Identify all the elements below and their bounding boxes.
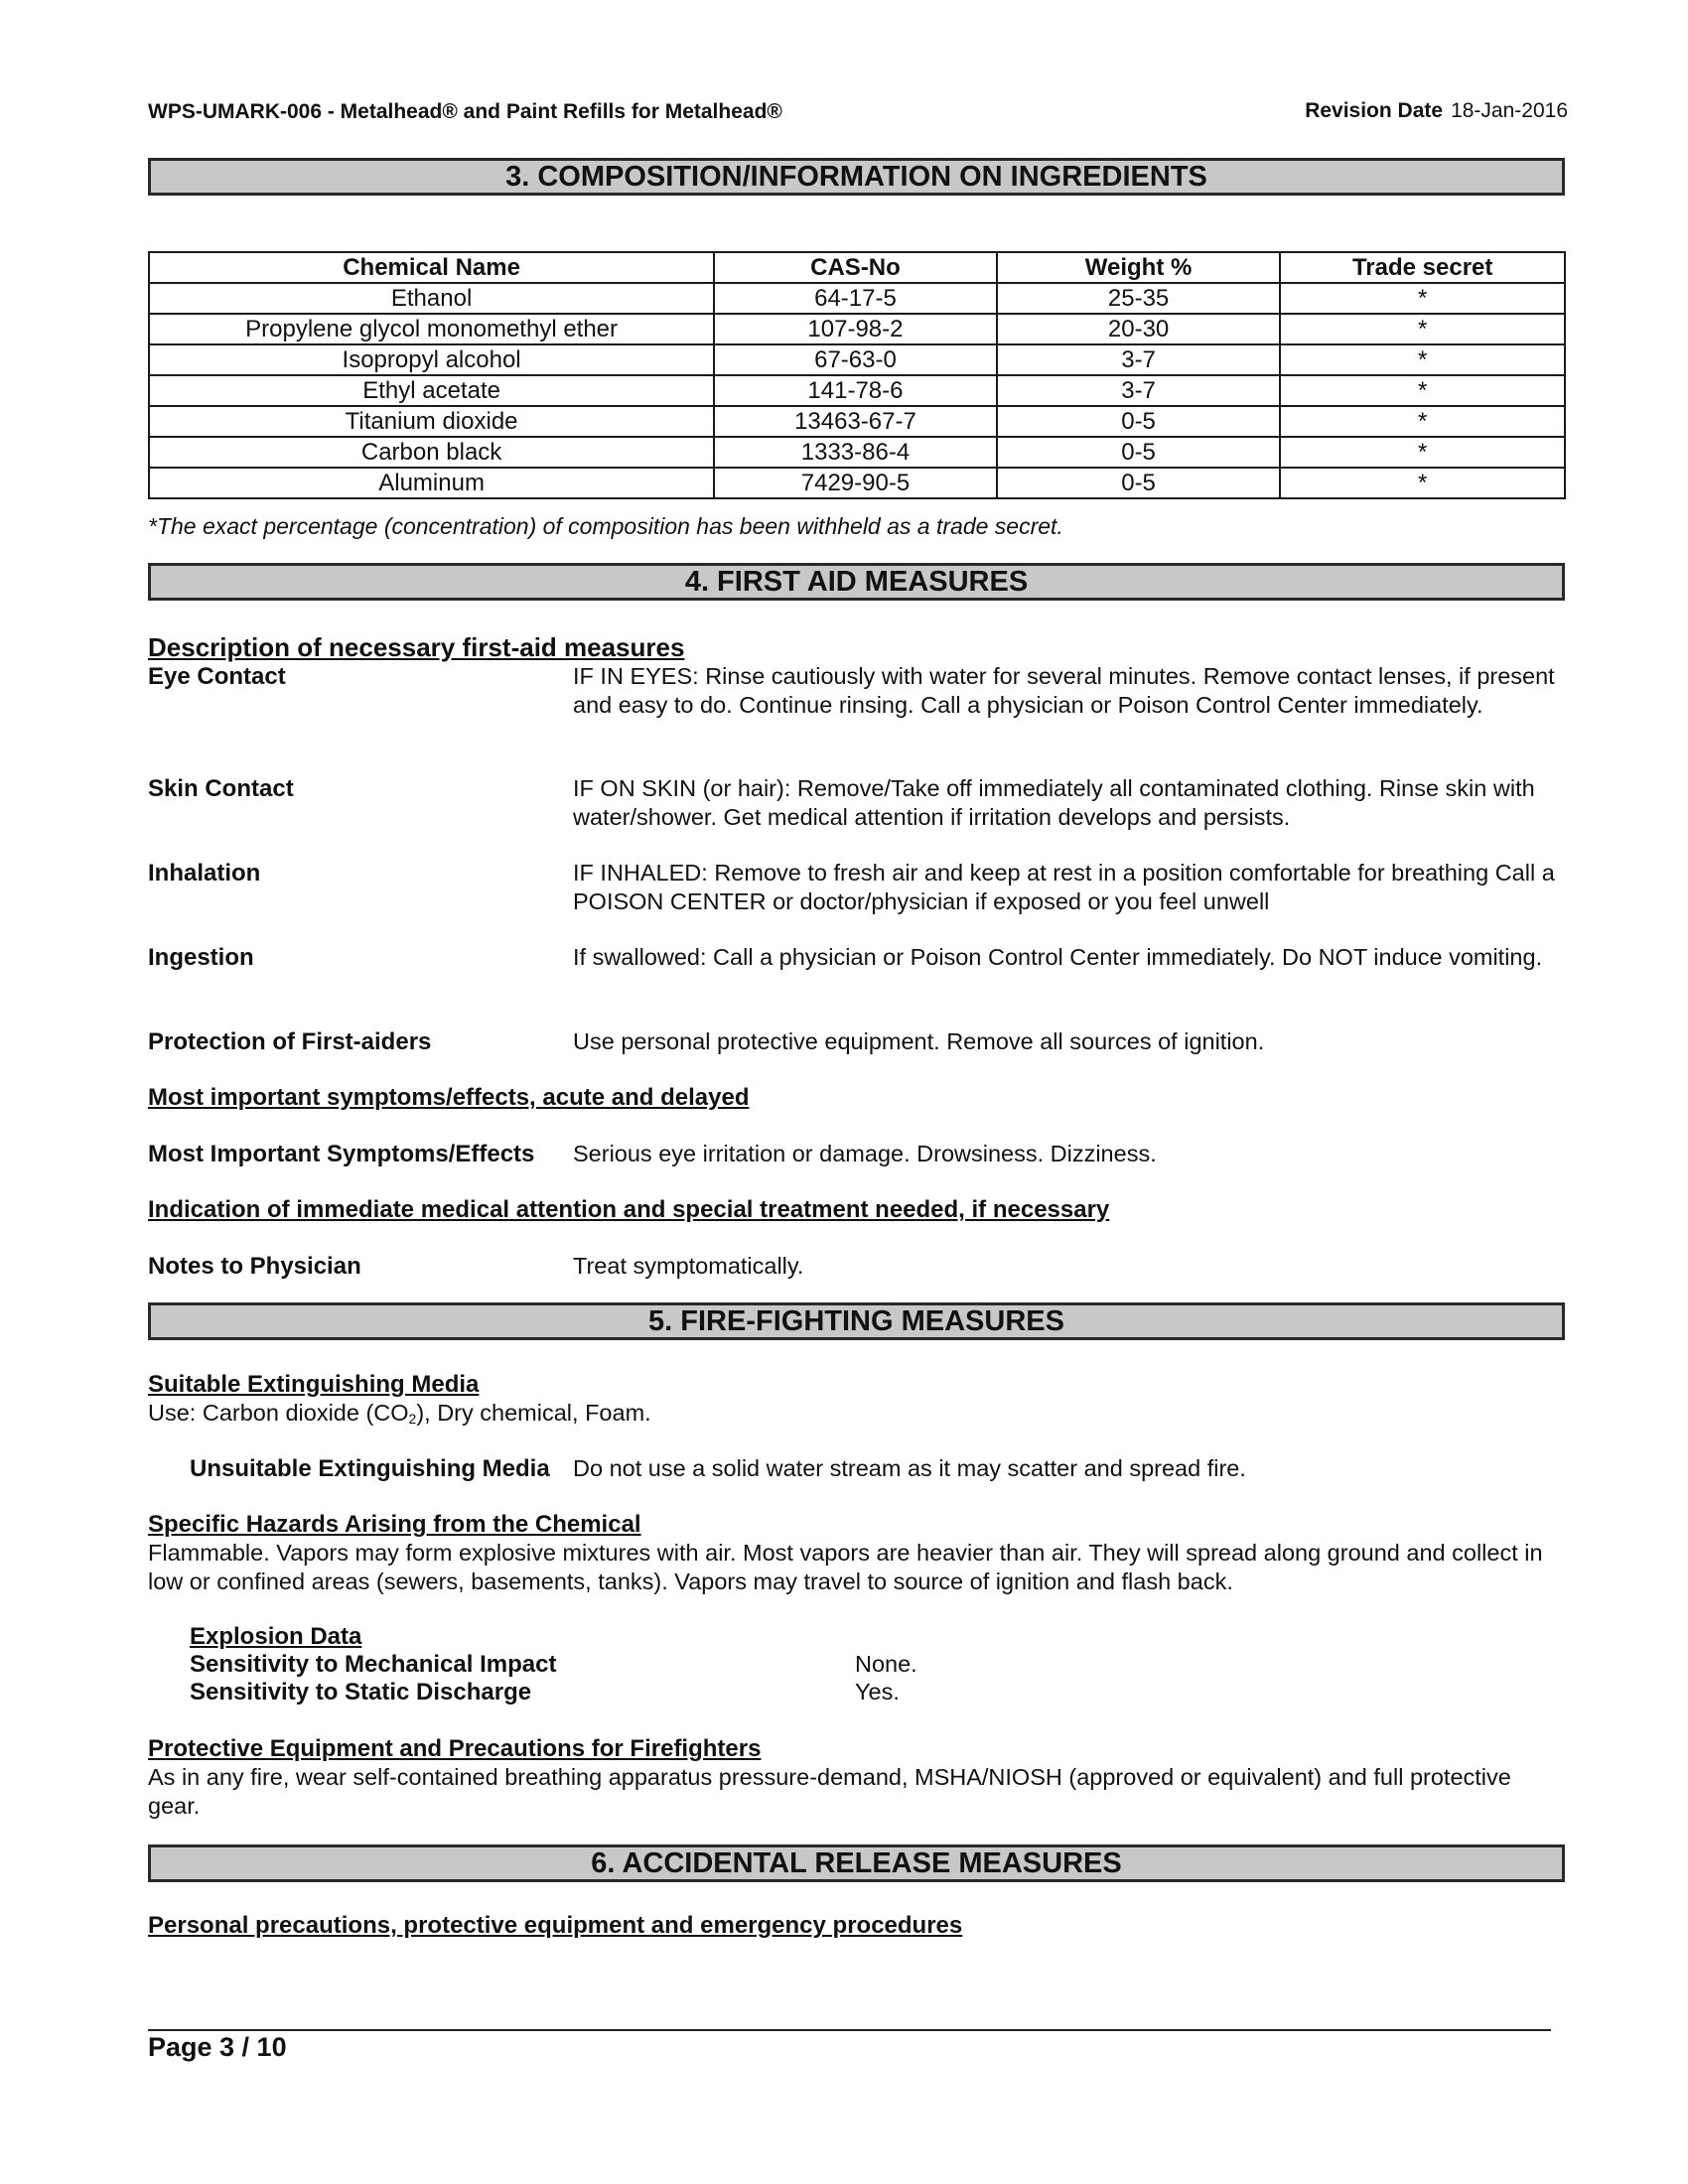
weight-percent: 0-5 [997, 468, 1281, 498]
symptoms-text: Serious eye irritation or damage. Drowsiness. Dizziness. [573, 1141, 1157, 1166]
medical-attention-heading: Indication of immediate medical attention and special treatment needed, if necessary [148, 1196, 1110, 1223]
footer-divider [148, 2029, 1551, 2031]
table-row [149, 344, 1565, 375]
cas-no: 141-78-6 [714, 375, 997, 406]
personal-precautions-heading: Personal precautions, protective equipment and emergency procedures [148, 1912, 963, 1939]
trade-secret: * [1280, 283, 1565, 314]
mechanical-impact-value: None. [855, 1651, 917, 1677]
weight-percent: 3-7 [997, 375, 1281, 406]
suitable-media-prefix: Use: Carbon dioxide (CO [148, 1400, 409, 1426]
notes-physician-text: Treat symptomatically. [573, 1253, 804, 1279]
suitable-media-suffix: ), Dry chemical, Foam. [416, 1400, 651, 1426]
trade-secret: * [1280, 314, 1565, 344]
inhalation-label: Inhalation [148, 860, 261, 887]
notes-physician-label: Notes to Physician [148, 1253, 361, 1280]
column-header: Chemical Name [149, 252, 714, 283]
specific-hazards-text: Flammable. Vapors may form explosive mixtures with air. Most vapors are heavier than air. They will spread along ground and collect in low or confined areas (sewers, basements, tanks). Vapors may travel to source of ignition and flash back. [148, 1540, 1543, 1594]
trade-secret: * [1280, 344, 1565, 375]
trade-secret-footnote: *The exact percentage (concentration) of composition has been withheld as a trade secret. [148, 513, 1063, 539]
mechanical-impact-label: Sensitivity to Mechanical Impact [190, 1651, 557, 1678]
co2-subscript: 2 [408, 1411, 417, 1427]
page-number: Page 3 / 10 [148, 2032, 287, 2062]
section-6-header: 6. ACCIDENTAL RELEASE MEASURES [148, 1844, 1565, 1882]
cas-no: 67-63-0 [714, 344, 997, 375]
protective-equipment-heading: Protective Equipment and Precautions for Firefighters [148, 1735, 762, 1762]
weight-percent: 0-5 [997, 406, 1281, 437]
document-title: WPS-UMARK-006 - Metalhead® and Paint Refills for Metalhead® [148, 100, 782, 123]
protection-first-aiders-text: Use personal protective equipment. Remove all sources of ignition. [573, 1028, 1265, 1054]
chemical-name: Titanium dioxide [149, 406, 714, 437]
weight-percent: 25-35 [997, 283, 1281, 314]
static-discharge-value: Yes. [855, 1679, 900, 1705]
table-row [149, 283, 1565, 314]
section-5-header: 5. FIRE-FIGHTING MEASURES [148, 1302, 1565, 1340]
trade-secret: * [1280, 437, 1565, 468]
suitable-media-text [148, 1399, 1568, 1433]
ingestion-label: Ingestion [148, 944, 254, 971]
revision-date [1305, 99, 1568, 123]
inhalation-text: IF INHALED: Remove to fresh air and keep at rest in a position comfortable for breathing Call a POISON CENTER or doctor/physician if exposed or you feel unwell [573, 860, 1555, 914]
weight-percent: 0-5 [997, 437, 1281, 468]
static-discharge-label: Sensitivity to Static Discharge [190, 1679, 532, 1706]
unsuitable-media-text: Do not use a solid water stream as it may scatter and spread fire. [573, 1455, 1246, 1481]
chemical-name: Carbon black [149, 437, 714, 468]
table-header-row [149, 252, 1565, 283]
suitable-media-heading: Suitable Extinguishing Media [148, 1371, 480, 1398]
cas-no: 107-98-2 [714, 314, 997, 344]
section-4-header: 4. FIRST AID MEASURES [148, 563, 1565, 601]
table-row [149, 314, 1565, 344]
eye-contact-text: IF IN EYES: Rinse cautiously with water for several minutes. Remove contact lenses, if present and easy to do. Continue rinsing. Call a physician or Poison Control Center immediately. [573, 663, 1555, 718]
table-row [149, 406, 1565, 437]
eye-contact-label: Eye Contact [148, 663, 286, 690]
cas-no: 13463-67-7 [714, 406, 997, 437]
table-row [149, 375, 1565, 406]
revision-label: Revision Date [1305, 99, 1444, 122]
cas-no: 1333-86-4 [714, 437, 997, 468]
trade-secret: * [1280, 468, 1565, 498]
first-aid-description-heading: Description of necessary first-aid measures [148, 632, 685, 662]
protective-equipment-text: As in any fire, wear self-contained breathing apparatus pressure-demand, MSHA/NIOSH (approved or equivalent) and full protective gear. [148, 1764, 1511, 1819]
ingestion-text: If swallowed: Call a physician or Poison Control Center immediately. Do NOT induce vomiting. [573, 944, 1543, 970]
chemical-name: Ethyl acetate [149, 375, 714, 406]
chemical-name: Isopropyl alcohol [149, 344, 714, 375]
composition-table [148, 251, 1566, 499]
cas-no: 7429-90-5 [714, 468, 997, 498]
column-header: Trade secret [1280, 252, 1565, 283]
column-header: CAS-No [714, 252, 997, 283]
table-row [149, 468, 1565, 498]
symptoms-heading: Most important symptoms/effects, acute and delayed [148, 1084, 750, 1111]
table-row [149, 437, 1565, 468]
weight-percent: 20-30 [997, 314, 1281, 344]
skin-contact-text: IF ON SKIN (or hair): Remove/Take off immediately all contaminated clothing. Rinse skin with water/shower. Get medical attention if irritation develops and persists. [573, 775, 1535, 830]
chemical-name: Propylene glycol monomethyl ether [149, 314, 714, 344]
cas-no: 64-17-5 [714, 283, 997, 314]
column-header: Weight % [997, 252, 1281, 283]
weight-percent: 3-7 [997, 344, 1281, 375]
chemical-name: Aluminum [149, 468, 714, 498]
unsuitable-media-label: Unsuitable Extinguishing Media [190, 1455, 550, 1482]
skin-contact-label: Skin Contact [148, 775, 294, 802]
chemical-name: Ethanol [149, 283, 714, 314]
section-3-header: 3. COMPOSITION/INFORMATION ON INGREDIENTS [148, 158, 1565, 196]
specific-hazards-heading: Specific Hazards Arising from the Chemical [148, 1511, 641, 1538]
protection-first-aiders-label: Protection of First-aiders [148, 1028, 432, 1055]
symptoms-label: Most Important Symptoms/Effects [148, 1141, 535, 1167]
trade-secret: * [1280, 406, 1565, 437]
explosion-data-heading: Explosion Data [190, 1623, 362, 1650]
trade-secret: * [1280, 375, 1565, 406]
revision-date-value: 18-Jan-2016 [1451, 99, 1568, 122]
